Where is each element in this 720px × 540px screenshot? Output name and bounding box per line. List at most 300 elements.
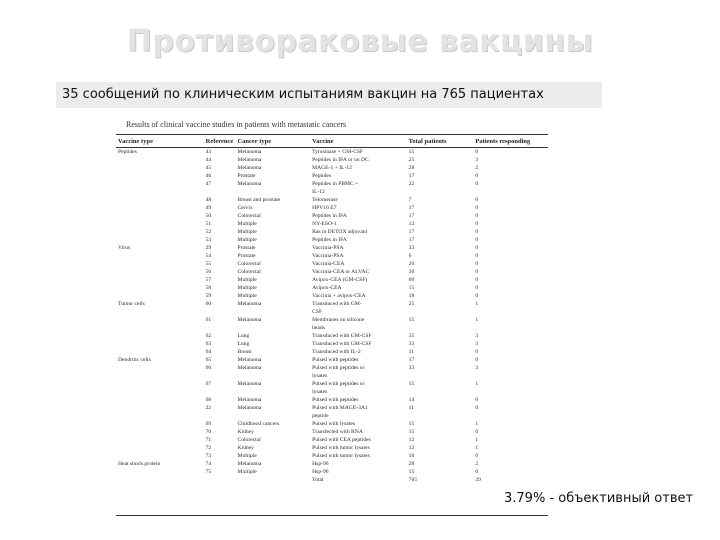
cell-reference: 69 (205, 421, 212, 427)
cell-vaccine: CSF (312, 309, 323, 315)
cell-vaccine-type (116, 340, 198, 348)
cell-patients-responding: 0 (475, 429, 479, 435)
table-caption: Results of clinical vaccine studies in patients with metastatic cancers (126, 120, 347, 129)
cell-vaccine-type: Heat shock protein (118, 461, 161, 467)
cell-vaccine: Tyrosinase + GM-CSF (312, 149, 364, 155)
cell-cancer-type: Childhood cancers (237, 421, 280, 427)
table-row (116, 468, 548, 476)
cell-reference: 58 (205, 285, 212, 291)
cell-cancer-type: Melanoma (237, 301, 262, 307)
header-vaccine-type: Vaccine type (118, 137, 153, 145)
table-row (116, 428, 548, 436)
cell-vaccine: Transduced with GM- (312, 301, 362, 307)
cell-total-patients: 15 (408, 317, 415, 323)
cell-vaccine: HPV16 E7 (312, 205, 337, 211)
cell-reference: 55 (205, 261, 212, 267)
table-row (116, 412, 548, 420)
cell-cancer-type: Melanoma (237, 357, 262, 363)
cell-cancer-type: Prostate (237, 173, 256, 179)
cell-patients-responding: 0 (475, 293, 479, 299)
cell-total-patients: 28 (408, 461, 415, 467)
cell-patients-responding: 1 (475, 301, 479, 307)
table-row (116, 212, 548, 220)
cell-reference: 44 (205, 157, 212, 163)
cell-cancer-type: Multiple (237, 469, 257, 475)
cell-vaccine-type (116, 436, 198, 444)
cell-reference (198, 476, 238, 484)
table-row (116, 436, 548, 444)
cell-reference: 56 (205, 269, 212, 275)
cell-patients-responding: 0 (475, 253, 479, 259)
cell-vaccine: Vaccinia-CEA (312, 261, 345, 267)
cell-cancer-type: Cervix (237, 205, 253, 211)
cell-cancer-type: Melanoma (237, 381, 262, 387)
table-bottom-rule (116, 515, 548, 516)
cell-reference: 59 (205, 293, 212, 299)
cell-vaccine: Avipox-CEA (312, 285, 342, 291)
table-row (116, 332, 548, 340)
cell-cancer-type: Melanoma (237, 365, 262, 371)
table-row (116, 276, 548, 284)
cell-vaccine-type (116, 380, 198, 388)
table-header (116, 135, 548, 148)
cell-vaccine-type (116, 388, 198, 396)
cell-vaccine-type (116, 396, 198, 404)
cell-vaccine: Transduced with GM-CSF (312, 333, 372, 339)
table-row (116, 340, 548, 348)
cell-total-patients: 60 (408, 277, 415, 283)
cell-vaccine-type (116, 268, 198, 276)
table-row (116, 284, 548, 292)
cell-vaccine: Telomerase (312, 197, 338, 203)
cell-cancer-type: Multiple (237, 237, 257, 243)
cell-total-patients: 33 (408, 365, 415, 371)
cell-vaccine-type (116, 292, 198, 300)
cell-vaccine-type (116, 236, 198, 244)
cell-patients-responding: 0 (475, 229, 479, 235)
cell-reference: 54 (205, 253, 212, 259)
cell-cancer-type: Melanoma (237, 397, 262, 403)
table-row (116, 188, 548, 196)
cell-vaccine: NY-ESO-1 (312, 221, 337, 227)
cell-cancer-type: Melanoma (237, 461, 262, 467)
cell-reference (198, 188, 238, 196)
cell-total-patients: 15 (408, 149, 415, 155)
cell-vaccine-type (116, 452, 198, 460)
cell-total-patients: 25 (408, 157, 415, 163)
cell-vaccine: Pulsed with peptides or (312, 365, 365, 371)
cell-reference: 49 (205, 205, 212, 211)
cell-vaccine-type (116, 444, 198, 452)
cell-vaccine-type (116, 372, 198, 380)
cell-patients-responding: 0 (475, 277, 479, 283)
cell-vaccine-type (116, 260, 198, 268)
cell-cancer-type: Breast (237, 349, 252, 355)
cell-cancer-type: Colorectal (237, 269, 261, 275)
cell-reference (198, 372, 238, 380)
cell-patients-responding: 0 (475, 205, 479, 211)
cell-total-patients: 12 (408, 221, 415, 227)
cell-vaccine: Pulsed with peptides (312, 357, 359, 363)
cell-patients-responding: 0 (475, 397, 479, 403)
cell-vaccine: Vaccinia-PSA (312, 253, 344, 259)
cell-vaccine: Pulsed with peptides or (312, 381, 365, 387)
table-row (116, 268, 548, 276)
cell-total-patients: 10 (408, 453, 415, 459)
cell-patients-responding: 0 (475, 173, 479, 179)
cell-vaccine-type (116, 212, 198, 220)
cell-total-patients: 15 (408, 429, 415, 435)
table-row (116, 316, 548, 324)
cell-total-patients: 17 (408, 205, 415, 211)
cell-vaccine: Peptides (312, 173, 332, 179)
table-row (116, 364, 548, 372)
header-total-patients: Total patients (408, 137, 447, 145)
cell-patients-responding: 2 (475, 461, 479, 467)
cell-vaccine: Avipox-CEA (GM-CSF) (312, 277, 368, 283)
cell-reference (198, 388, 238, 396)
cell-total-patients: 22 (408, 181, 415, 187)
cell-reference: 75 (205, 469, 212, 475)
subtitle-box (56, 82, 602, 108)
cell-vaccine-type (116, 276, 198, 284)
cell-vaccine-type (116, 316, 198, 324)
cell-patients-responding (475, 412, 548, 420)
cell-total-patients: 14 (408, 397, 415, 403)
cell-cancer-type (237, 372, 312, 380)
cell-vaccine: Membranes on silicone (312, 317, 365, 323)
table-row (116, 404, 548, 412)
cell-reference: 57 (205, 277, 212, 283)
cell-vaccine: Pulsed with lysates (312, 421, 355, 427)
cell-total-patients (409, 372, 476, 380)
cell-patients-responding: 0 (475, 453, 479, 459)
cell-patients-responding: 1 (475, 381, 479, 387)
cell-total-patients: 12 (408, 437, 415, 443)
cell-cancer-type: Prostate (237, 253, 256, 259)
table-row (116, 300, 548, 308)
cell-vaccine: lysates (312, 373, 328, 379)
cell-vaccine-type (116, 204, 198, 212)
cell-vaccine: Pulsed with tumor lysates (312, 453, 370, 459)
cell-total-patients: 15 (408, 381, 415, 387)
cell-vaccine: Vaccinia-PSA (312, 245, 344, 251)
cell-total-patients: 17 (408, 173, 415, 179)
cell-vaccine-type (116, 468, 198, 476)
cell-patients-responding (475, 388, 548, 396)
cell-patients-responding: 0 (475, 197, 479, 203)
cell-vaccine: Pulsed with peptides (312, 397, 359, 403)
cell-patients-responding: 0 (475, 221, 479, 227)
cell-total-patients: 15 (408, 285, 415, 291)
cell-vaccine: Pulsed with MAGE-3A1 (312, 405, 368, 411)
cell-reference: 45 (205, 165, 212, 171)
cell-total-patients (409, 308, 476, 316)
cell-cancer-type: Colorectal (237, 261, 261, 267)
table-row (116, 164, 548, 172)
cell-total-patients: 33 (408, 341, 415, 347)
cell-vaccine: Ras in DETOX adjuvant (312, 229, 368, 235)
cell-patients-responding: 0 (475, 285, 479, 291)
table-row (116, 228, 548, 236)
cell-patients-responding: 0 (475, 357, 479, 363)
cell-total-patients: 17 (408, 237, 415, 243)
response-note: 3.79% - объективный ответ (504, 491, 694, 506)
cell-reference: 53 (205, 237, 212, 243)
cell-total-patients: 15 (408, 421, 415, 427)
cell-total-patients: 25 (408, 301, 415, 307)
cell-cancer-type: Kidney (237, 445, 254, 451)
table-row (116, 380, 548, 388)
cell-patients-responding: 1 (475, 445, 479, 451)
cell-cancer-type: Multiple (237, 285, 257, 291)
cell-patients-responding (475, 188, 548, 196)
cell-vaccine-type: Virus (118, 245, 131, 251)
cell-reference: 29 (205, 245, 212, 251)
table-row (116, 444, 548, 452)
cell-cancer-type: Multiple (237, 293, 257, 299)
cell-patients-responding (475, 324, 548, 332)
cell-vaccine: Transfected with RNA (312, 429, 363, 435)
cell-total-patients: 6 (408, 253, 412, 259)
cell-cancer-type: Melanoma (237, 181, 262, 187)
cell-vaccine: Peptides in IFA or on DC (312, 157, 369, 163)
cell-total-patients (409, 188, 476, 196)
cell-reference: 22 (205, 405, 212, 411)
table-body (116, 148, 548, 484)
cell-reference: 63 (205, 341, 212, 347)
cell-vaccine-type (116, 404, 198, 412)
cell-reference: 52 (205, 229, 212, 235)
cell-patients-responding: 3 (475, 365, 479, 371)
cell-cancer-type: Multiple (237, 453, 257, 459)
cell-total-patients: 20 (408, 261, 415, 267)
cell-patients-responding: 1 (475, 437, 479, 443)
cell-total-patients: 33 (408, 245, 415, 251)
cell-patients-responding: 3 (475, 333, 479, 339)
cell-vaccine: Pulsed with tumor lysates (312, 445, 370, 451)
cell-patients-responding: 1 (475, 421, 479, 427)
cell-total-patients (409, 388, 476, 396)
table-row (116, 420, 548, 428)
cell-total-patients: 765 (408, 477, 418, 483)
table-row (116, 244, 548, 252)
cell-reference: 62 (205, 333, 212, 339)
cell-cancer-type (237, 308, 312, 316)
cell-vaccine-type (116, 220, 198, 228)
cell-patients-responding: 29 (475, 477, 481, 483)
cell-vaccine-type: Peptides (118, 149, 137, 155)
table-row (116, 252, 548, 260)
cell-vaccine-type (116, 252, 198, 260)
table-row (116, 220, 548, 228)
cell-total-patients: 12 (408, 445, 415, 451)
cell-cancer-type: Melanoma (237, 149, 262, 155)
cell-patients-responding: 0 (475, 349, 479, 355)
table-row (116, 476, 548, 484)
cell-patients-responding: 3 (475, 157, 479, 163)
cell-vaccine-type (116, 188, 198, 196)
cell-patients-responding: 0 (475, 261, 479, 267)
cell-vaccine-type (116, 308, 198, 316)
cell-vaccine-type (116, 196, 198, 204)
table-row (116, 292, 548, 300)
cell-vaccine: Hsp-96 (312, 469, 329, 475)
cell-vaccine-type (116, 324, 198, 332)
table-row (116, 460, 548, 468)
cell-cancer-type: Lung (237, 333, 250, 339)
cell-reference (198, 308, 238, 316)
cell-vaccine-type (116, 180, 198, 188)
cell-vaccine: MAGE-1 + IL-12 (312, 165, 352, 171)
cell-cancer-type: Kidney (237, 429, 254, 435)
cell-total-patients (409, 412, 476, 420)
cell-vaccine-type: Tumor cells (118, 301, 145, 307)
cell-vaccine-type (116, 156, 198, 164)
cell-cancer-type: Melanoma (237, 157, 262, 163)
cell-cancer-type (237, 324, 312, 332)
table-row (116, 388, 548, 396)
cell-reference: 47 (205, 181, 212, 187)
cell-vaccine: Peptides in IFA (312, 237, 347, 243)
cell-total-patients: 7 (408, 197, 412, 203)
cell-cancer-type (237, 476, 312, 484)
cell-vaccine-type (116, 348, 198, 356)
cell-cancer-type: Melanoma (237, 317, 262, 323)
table-row (116, 308, 548, 316)
cell-vaccine: Hsp-96 (312, 461, 329, 467)
cell-patients-responding (475, 372, 548, 380)
cell-total-patients: 11 (408, 349, 415, 355)
cell-vaccine-type (116, 364, 198, 372)
cell-reference (198, 412, 238, 420)
table-row (116, 196, 548, 204)
cell-total-patients: 30 (408, 269, 415, 275)
cell-reference (198, 324, 238, 332)
cell-total-patients: 35 (408, 333, 415, 339)
cell-patients-responding: 0 (475, 149, 479, 155)
cell-vaccine-type (116, 164, 198, 172)
cell-reference: 71 (205, 437, 212, 443)
cell-vaccine-type (116, 428, 198, 436)
cell-vaccine: Transduced with GM-CSF (312, 341, 372, 347)
header-cancer-type: Cancer type (237, 137, 272, 145)
cell-total-patients: 17 (408, 213, 415, 219)
cell-reference: 65 (205, 357, 212, 363)
cell-reference: 48 (205, 197, 212, 203)
table-row (116, 260, 548, 268)
table-row (116, 172, 548, 180)
subtitle-text: 35 сообщений по клиническим испытаниям вакцин на 765 пациентах (62, 87, 544, 102)
cell-patients-responding: 0 (475, 469, 479, 475)
cell-reference: 68 (205, 397, 212, 403)
cell-vaccine: Transduced with IL-2 (312, 349, 361, 355)
table-row (116, 324, 548, 332)
cell-reference: 66 (205, 365, 212, 371)
cell-reference: 50 (205, 213, 212, 219)
cell-reference: 73 (205, 453, 212, 459)
table-row (116, 236, 548, 244)
cell-patients-responding: 3 (475, 341, 479, 347)
cell-patients-responding: 1 (475, 317, 479, 323)
cell-reference: 70 (205, 429, 212, 435)
table-row (116, 156, 548, 164)
cell-reference: 67 (205, 381, 212, 387)
cell-total-patients: 11 (408, 405, 415, 411)
cell-cancer-type (237, 412, 312, 420)
table-row (116, 356, 548, 364)
cell-vaccine-type (116, 228, 198, 236)
cell-vaccine-type (116, 476, 198, 484)
cell-cancer-type (237, 188, 312, 196)
cell-patients-responding: 0 (475, 213, 479, 219)
cell-patients-responding: 2 (475, 165, 479, 171)
cell-total-patients (409, 324, 476, 332)
results-table (116, 120, 548, 484)
header-reference: Reference (205, 137, 234, 145)
cell-vaccine: Total (312, 477, 324, 483)
cell-cancer-type: Colorectal (237, 213, 261, 219)
table-row (116, 148, 548, 156)
cell-vaccine: Peptides in PBMC + (312, 181, 359, 187)
cell-cancer-type: Melanoma (237, 405, 262, 411)
cell-vaccine: beads (312, 325, 325, 331)
cell-vaccine: Vaccinia + avipox-CEA (312, 293, 366, 299)
cell-reference: 46 (205, 173, 212, 179)
cell-cancer-type: Breast and prostate (237, 197, 281, 203)
table-row (116, 396, 548, 404)
table-row (116, 372, 548, 380)
cell-patients-responding: 0 (475, 181, 479, 187)
cell-patients-responding: 0 (475, 405, 479, 411)
cell-reference: 60 (205, 301, 212, 307)
cell-total-patients: 17 (408, 357, 415, 363)
cell-cancer-type (237, 388, 312, 396)
cell-cancer-type: Multiple (237, 229, 257, 235)
cell-total-patients: 18 (408, 293, 415, 299)
cell-total-patients: 28 (408, 165, 415, 171)
table-row (116, 452, 548, 460)
cell-cancer-type: Prostate (237, 245, 256, 251)
cell-vaccine-type (116, 420, 198, 428)
cell-vaccine: Peptides in IFA (312, 213, 347, 219)
slide-title: Противораковые вакцины (126, 24, 594, 59)
header-patients-responding: Patients responding (475, 137, 531, 145)
cell-vaccine: lysates (312, 389, 328, 395)
cell-vaccine: peptide (312, 413, 329, 419)
cell-total-patients: 17 (408, 229, 415, 235)
cell-reference: 51 (205, 221, 212, 227)
cell-reference: 64 (205, 349, 212, 355)
cell-vaccine: Pulsed with CEA peptides (312, 437, 371, 443)
cell-vaccine: IL-12 (312, 189, 325, 195)
cell-cancer-type: Multiple (237, 221, 257, 227)
cell-vaccine-type (116, 284, 198, 292)
cell-cancer-type: Multiple (237, 277, 257, 283)
cell-cancer-type: Colorectal (237, 437, 261, 443)
cell-cancer-type: Melanoma (237, 165, 262, 171)
cell-patients-responding: 0 (475, 269, 479, 275)
table-row (116, 348, 548, 356)
cell-vaccine-type: Dendritic cells (118, 357, 151, 363)
cell-reference: 43 (205, 149, 212, 155)
cell-cancer-type: Lung (237, 341, 250, 347)
table-row (116, 180, 548, 188)
cell-vaccine: Vaccinia-CEA or ALVAC (312, 269, 370, 275)
cell-total-patients: 15 (408, 469, 415, 475)
table-row (116, 204, 548, 212)
cell-patients-responding: 0 (475, 237, 479, 243)
